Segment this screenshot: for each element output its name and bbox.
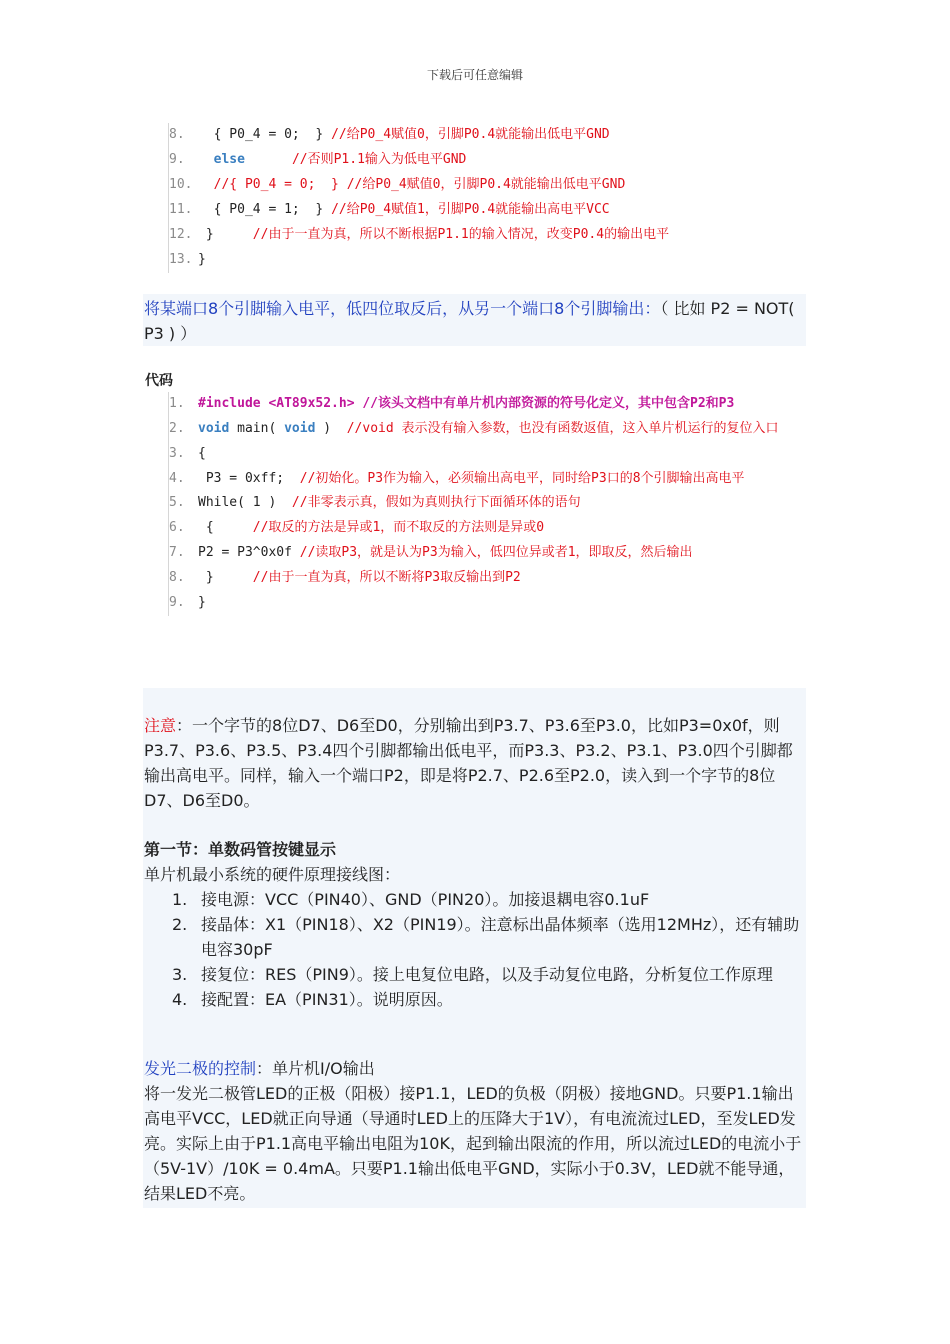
line-number: 7. bbox=[169, 545, 185, 560]
code-comment: //给P0_4赋值1，引脚P0.4就能输出高电平VCC bbox=[331, 202, 610, 217]
code-line bbox=[169, 148, 809, 173]
code-text: main( bbox=[229, 421, 285, 436]
code-text: } bbox=[198, 252, 206, 267]
code-line bbox=[169, 417, 809, 442]
code-block-1 bbox=[168, 123, 809, 273]
led-key: 发光二极的控制 bbox=[144, 1059, 257, 1078]
line-number: 10. bbox=[169, 177, 193, 192]
code-comment: //{ P0_4 = 0; } //给P0_4赋值0，引脚P0.4就能输出低电平GND bbox=[213, 177, 626, 192]
list-item bbox=[144, 962, 806, 987]
led-section bbox=[144, 1056, 806, 1206]
code-keyword: void bbox=[198, 421, 230, 436]
code-label: 代码 bbox=[145, 373, 173, 389]
code-line bbox=[169, 491, 809, 516]
code-line bbox=[169, 591, 809, 616]
list-number: 1. bbox=[172, 890, 188, 909]
section-intro: 单片机最小系统的硬件原理接线图： bbox=[144, 865, 401, 884]
code-text: While( 1 ) bbox=[198, 495, 292, 510]
line-number: 9. bbox=[169, 152, 185, 167]
code-keyword: else bbox=[213, 152, 245, 167]
code-text bbox=[245, 152, 292, 167]
code-line bbox=[169, 566, 809, 591]
code-text: { P0_4 = 0; } bbox=[198, 127, 332, 142]
code-text bbox=[198, 177, 214, 192]
code-keyword: void bbox=[284, 421, 316, 436]
led-paragraph: 将一发光二极管LED的正极（阳极）接P1.1，LED的负极（阴极）接地GND。只要P1.1输出高电平VCC，LED就正向导通（导通时LED上的压降大于1V），有电流流过LED，至发LED发亮。实际上由于P1.1高电平输出电阻为10K，起到输出限流的作用，所以流过LED的电流小于（5V-1V）/10K = 0.4mA。只要P1.1输出低电平GND，实际小于0.3V，LED就不能导通，结果LED不亮。 bbox=[144, 1084, 802, 1203]
code-text: P3 = 0xff; bbox=[198, 470, 300, 486]
heading-example: （ 比如 P2 = NOT( P3 ) ） bbox=[144, 299, 795, 343]
line-number: 9. bbox=[169, 595, 185, 610]
line-number: 12. bbox=[169, 227, 193, 242]
code-text: { bbox=[198, 445, 206, 461]
list-text: 接配置：EA（PIN31）。说明原因。 bbox=[201, 990, 453, 1009]
code-line bbox=[169, 123, 809, 148]
code-directive: #include <AT89x52.h> //该头文档中有单片机内部资源的符号化定义，其中包含P2和P3 bbox=[198, 396, 735, 411]
code-comment: //由于一直为真，所以不断根据P1.1的输入情况，改变P0.4的输出电平 bbox=[252, 227, 670, 242]
line-number: 8. bbox=[169, 127, 185, 142]
code-line bbox=[169, 541, 809, 566]
code-comment: //由于一直为真，所以不断将P3取反输出到P2 bbox=[252, 570, 521, 585]
code-comment: //否则P1.1输入为低电平GND bbox=[291, 152, 467, 167]
line-number: 6. bbox=[169, 520, 185, 535]
code-comment: //初始化。P3作为输入，必须输出高电平，同时给P3口的8个引脚输出高电平 bbox=[299, 470, 745, 486]
list-text: 接晶体：X1（PIN18）、X2（PIN19）。注意标出晶体频率（选用12MHz），还有辅助电容30pF bbox=[201, 915, 800, 959]
line-number: 8. bbox=[169, 570, 185, 585]
code-line bbox=[169, 442, 809, 467]
line-number: 13. bbox=[169, 252, 193, 267]
list-item bbox=[144, 912, 806, 962]
code-line bbox=[169, 467, 809, 492]
page-header: 下载后可任意编辑 bbox=[426, 68, 523, 82]
list-text: 接电源：VCC（PIN40）、GND（PIN20）。加接退耦电容0.1uF bbox=[201, 890, 650, 909]
note-key: 注意 bbox=[144, 716, 177, 735]
code-line bbox=[169, 392, 809, 417]
section-heading-port-invert bbox=[144, 296, 806, 346]
code-text: { P0_4 = 1; } bbox=[198, 202, 332, 217]
section-single-digit bbox=[144, 837, 806, 1012]
list-item bbox=[144, 887, 806, 912]
code-text: } bbox=[198, 227, 253, 242]
led-heading bbox=[144, 1056, 806, 1081]
code-line bbox=[169, 198, 809, 223]
list-item bbox=[144, 987, 806, 1012]
code-comment: //读取P3，就是认为P3为输入，低四位异或者1，即取反，然后输出 bbox=[299, 545, 693, 560]
line-number: 11. bbox=[169, 202, 193, 217]
code-text: { bbox=[198, 520, 253, 535]
list-number: 2. bbox=[172, 915, 188, 934]
line-number: 1. bbox=[169, 396, 185, 411]
code-comment: //void 表示没有输入参数，也没有函数返值，这入单片机运行的复位入口 bbox=[346, 421, 779, 436]
code-line bbox=[169, 248, 809, 273]
line-number: 3. bbox=[169, 445, 185, 461]
code-block-2 bbox=[168, 392, 809, 616]
code-text: ) bbox=[315, 421, 347, 436]
line-number: 5. bbox=[169, 495, 185, 510]
code-text: } bbox=[198, 595, 206, 610]
code-text: P2 = P3^0x0f bbox=[198, 545, 300, 560]
code-text bbox=[198, 152, 214, 167]
wiring-list bbox=[144, 887, 806, 1012]
line-number: 2. bbox=[169, 421, 185, 436]
led-heading-rest: ：单片机I/O输出 bbox=[256, 1059, 375, 1078]
note-text: ：一个字节的8位D7、D6至D0，分别输出到P3.7、P3.6至P3.0，比如P3=0x0f，则P3.7、P3.6、P3.5、P3.4四个引脚都输出低电平，而P3.3、P3.2、P3.1、P3.0四个引脚都输出高电平。同样，输入一个端口P2，即是将P2.7、P2.6至P2.0，读入到一个字节的8位D7、D6至D0。 bbox=[144, 716, 793, 810]
list-number: 3. bbox=[172, 965, 188, 984]
code-comment: //给P0_4赋值0，引脚P0.4就能输出低电平GND bbox=[331, 127, 610, 142]
list-text: 接复位：RES（PIN9）。接上电复位电路，以及手动复位电路，分析复位工作原理 bbox=[201, 965, 773, 984]
code-text: } bbox=[198, 570, 253, 585]
code-line bbox=[169, 516, 809, 541]
code-line bbox=[169, 223, 809, 248]
heading-main: 将某端口8个引脚输入电平，低四位取反后，从另一个端口8个引脚输出： bbox=[144, 299, 661, 318]
list-number: 4. bbox=[172, 990, 188, 1009]
code-line bbox=[169, 173, 809, 198]
line-number: 4. bbox=[169, 470, 185, 486]
section-title: 第一节：单数码管按键显示 bbox=[144, 840, 337, 859]
note-paragraph bbox=[144, 713, 806, 813]
code-comment: //取反的方法是异或1，而不取反的方法则是异或0 bbox=[252, 520, 545, 535]
code-comment: //非零表示真，假如为真则执行下面循环体的语句 bbox=[291, 495, 581, 510]
